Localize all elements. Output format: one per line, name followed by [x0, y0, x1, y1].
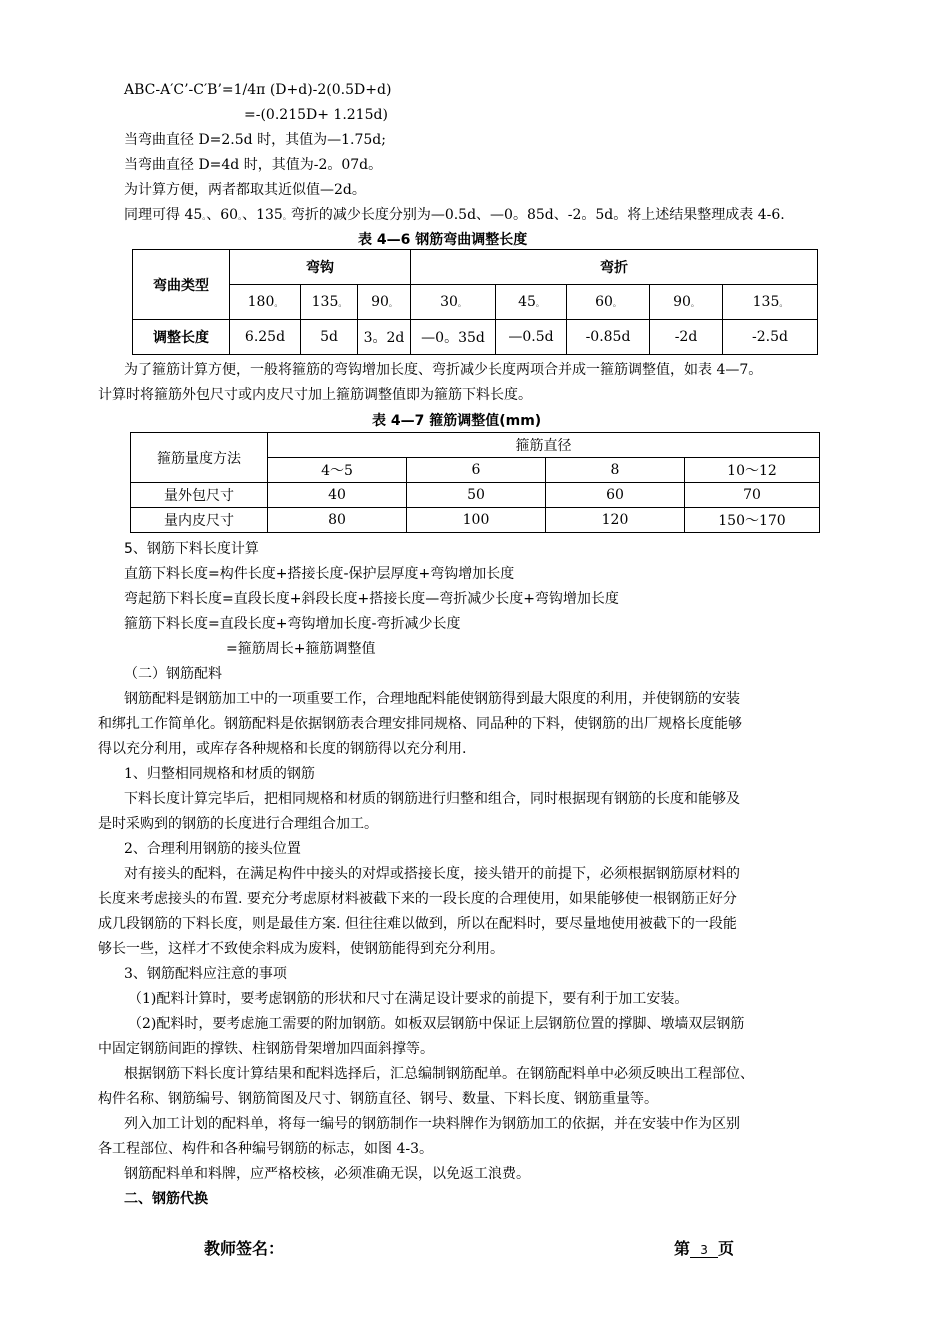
table-cell: —0.5d — [496, 320, 567, 355]
formula-line: 箍筋下料长度=直段长度+弯钩增加长度-弯折减少长度 — [124, 616, 461, 632]
table-cell: 60。 — [567, 285, 650, 320]
text-line: 够长一些，这样才不致使余料成为废料，使钢筋能得到充分利用。 — [98, 941, 504, 957]
table-cell: 5d — [301, 320, 358, 355]
table-cell: 100 — [407, 508, 546, 533]
text-line: 各工程部位、构件和各种编号钢筋的标志，如图 4-3。 — [98, 1141, 433, 1157]
table-header: 弯折 — [411, 250, 818, 285]
stirrup-adjustment-table — [130, 432, 820, 533]
table-cell: 60 — [546, 483, 685, 508]
table-cell: -0.85d — [567, 320, 650, 355]
table-header: 箍筋直径 — [268, 433, 820, 458]
table-row — [131, 508, 820, 533]
table-cell: 30。 — [411, 285, 496, 320]
table-cell: 120 — [546, 508, 685, 533]
subsection-heading: 2、合理利用钢筋的接头位置 — [124, 841, 301, 857]
table-cell: 135。 — [301, 285, 358, 320]
table-cell: 6.25d — [230, 320, 301, 355]
text-line: （1)配料计算时，要考虑钢筋的形状和尺寸在满足设计要求的前提下，要有利于加工安装。 — [128, 991, 689, 1007]
table-header: 弯钩 — [230, 250, 411, 285]
formula-line: =-(0.215D+ 1.215d) — [244, 107, 388, 123]
text-line: 中固定钢筋间距的撑铁、柱钢筋骨架增加四面斜撑等。 — [98, 1041, 434, 1057]
table-cell: -2.5d — [723, 320, 818, 355]
table-cell: 80 — [268, 508, 407, 533]
formula-line: =箍筋周长+箍筋调整值 — [226, 641, 376, 657]
section-heading: （二）钢筋配料 — [124, 666, 222, 682]
subsection-heading: 1、归整相同规格和材质的钢筋 — [124, 766, 315, 782]
table-caption: 表 4—7 箍筋调整值(mm) — [372, 413, 542, 429]
table-cell: 150～170 — [685, 508, 820, 533]
table-cell: 40 — [268, 483, 407, 508]
text-line: 成几段钢筋的下料长度，则是最佳方案. 但往往难以做到，所以在配料时，要尽量地使用被截下的一段能 — [98, 916, 737, 932]
table-cell: -2d — [650, 320, 723, 355]
text-line: 计算时将箍筋外包尺寸或内皮尺寸加上箍筋调整值即为箍筋下料长度。 — [98, 387, 532, 403]
table-header: 10～12 — [685, 458, 820, 483]
table-header: 4～5 — [268, 458, 407, 483]
text-line: 对有接头的配料，在满足构件中接头的对焊或搭接长度，接头错开的前提下，必须根据钢筋原材料的 — [124, 866, 740, 882]
table-header: 调整长度 — [133, 320, 230, 355]
bend-adjustment-table — [132, 249, 818, 355]
table-header: 6 — [407, 458, 546, 483]
table-cell: 70 — [685, 483, 820, 508]
table-cell: 3。2d — [358, 320, 411, 355]
formula-line: 直筋下料长度=构件长度+搭接长度-保护层厚度+弯钩增加长度 — [124, 566, 515, 582]
text-line: 和绑扎工作简单化。钢筋配料是依据钢筋表合理安排同规格、同品种的下料，使钢筋的出厂规格长度能够 — [98, 716, 742, 732]
text-line: 根据钢筋下料长度计算结果和配料选择后，汇总编制钢筋配单。在钢筋配料单中必须反映出工程部位、 — [124, 1066, 754, 1082]
formula-line: 弯起筋下料长度=直段长度+斜段长度+搭接长度—弯折减少长度+弯钩增加长度 — [124, 591, 619, 607]
text-line: 同理可得 45。、60。、135。弯折的减少长度分别为—0.5d、—0。85d、-2。5d。将上述结果整理成表 4-6. — [124, 207, 785, 223]
text-line: 长度来考虑接头的布置. 要充分考虑原材料被截下来的一段长度的合理使用，如果能够使一根钢筋正好分 — [98, 891, 737, 907]
table-cell: 45。 — [496, 285, 567, 320]
table-cell: —0。35d — [411, 320, 496, 355]
text-line: 当弯曲直径 D=4d 时，其值为-2。07d。 — [124, 157, 383, 173]
table-header: 弯曲类型 — [133, 250, 230, 320]
text-line: 得以充分利用，或库存各种规格和长度的钢筋得以充分利用. — [98, 741, 467, 757]
page-number: 第 3 页 — [674, 1239, 735, 1258]
table-cell: 180。 — [230, 285, 301, 320]
text-line: 为计算方便，两者都取其近似值—2d。 — [124, 182, 366, 198]
table-cell: 量内皮尺寸 — [131, 508, 268, 533]
table-cell: 135。 — [723, 285, 818, 320]
table-cell: 90。 — [358, 285, 411, 320]
table-header: 箍筋量度方法 — [131, 433, 268, 483]
table-cell: 量外包尺寸 — [131, 483, 268, 508]
text-line: （2)配料时，要考虑施工需要的附加钢筋。如板双层钢筋中保证上层钢筋位置的撑脚、墩墙双层钢筋 — [128, 1016, 745, 1032]
table-cell: 50 — [407, 483, 546, 508]
table-header: 8 — [546, 458, 685, 483]
table-row — [131, 483, 820, 508]
text-line: 列入加工计划的配料单，将每一编号的钢筋制作一块料牌作为钢筋加工的依据，并在安装中作为区别 — [124, 1116, 740, 1132]
text-line: 为了箍筋计算方便，一般将箍筋的弯钩增加长度、弯折减少长度两项合并成一箍筋调整值，如表 4—7。 — [124, 362, 763, 378]
section-heading: 5、钢筋下料长度计算 — [124, 541, 259, 557]
formula-line: ABC-A′C’-C′B’=1/4π (D+d)-2(0.5D+d) — [124, 82, 392, 98]
text-line: 构件名称、钢筋编号、钢筋简图及尺寸、钢筋直径、钢号、数量、下料长度、钢筋重量等。 — [98, 1091, 658, 1107]
text-line: 钢筋配料单和料牌，应严格校核，必须准确无误，以免返工浪费。 — [124, 1166, 530, 1182]
text-line: 是时采购到的钢筋的长度进行合理组合加工。 — [98, 816, 378, 832]
table-caption: 表 4—6 钢筋弯曲调整长度 — [358, 232, 528, 248]
text-line: 当弯曲直径 D=2.5d 时，其值为—1.75d; — [124, 132, 386, 148]
text-line: 下料长度计算完毕后，把相同规格和材质的钢筋进行归整和组合，同时根据现有钢筋的长度和能够及 — [124, 791, 740, 807]
teacher-signature-label: 教师签名： — [204, 1239, 285, 1258]
table-cell: 90。 — [650, 285, 723, 320]
section-heading: 二、钢筋代换 — [124, 1191, 208, 1207]
subsection-heading: 3、钢筋配料应注意的事项 — [124, 966, 287, 982]
text-line: 钢筋配料是钢筋加工中的一项重要工作，合理地配料能使钢筋得到最大限度的利用，并使钢筋的安装 — [124, 691, 740, 707]
